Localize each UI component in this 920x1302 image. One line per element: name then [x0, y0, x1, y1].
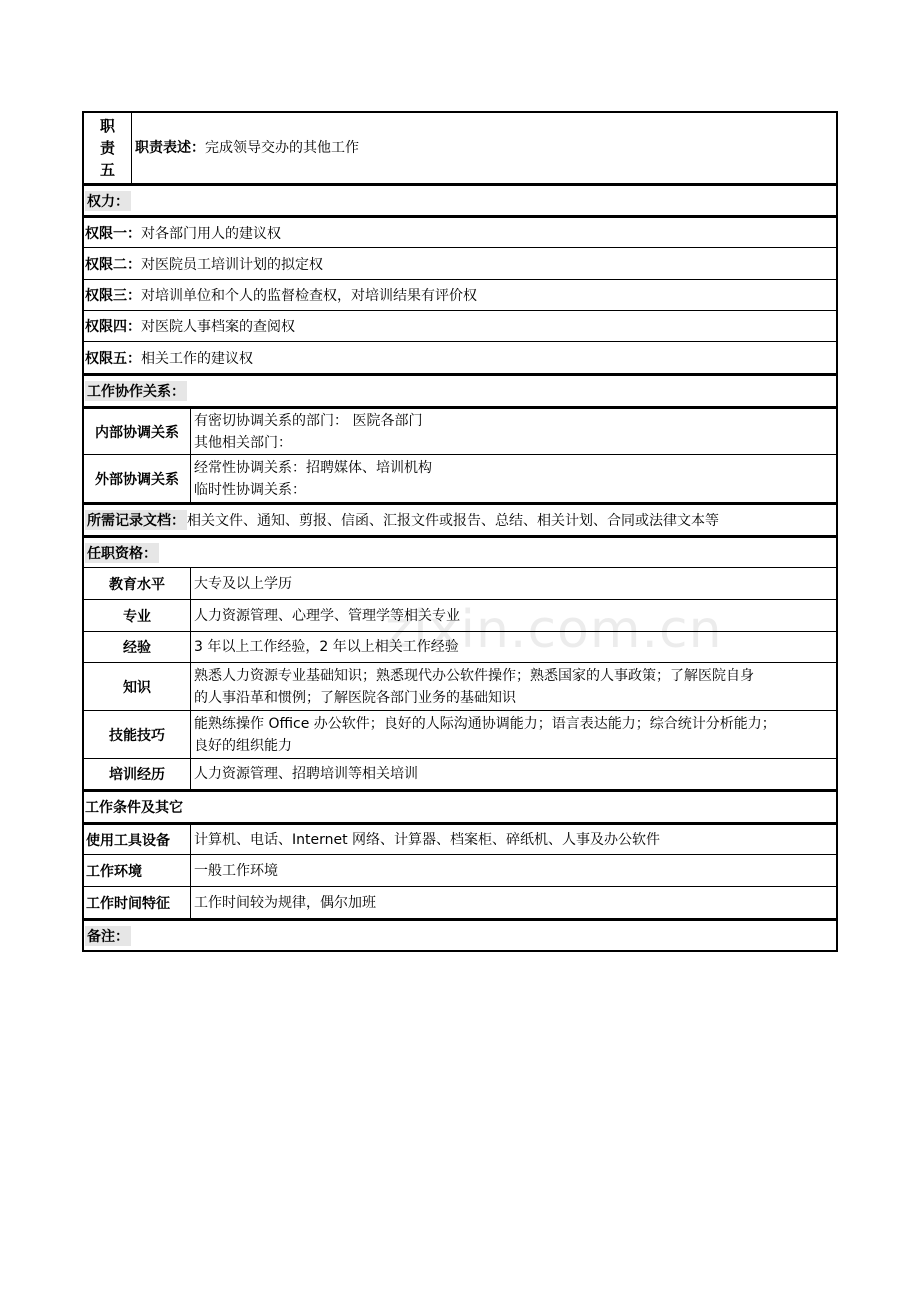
internal-coordination-row — [84, 406, 836, 454]
qualification-line: 能熟练操作 Office 办公软件；良好的人际沟通协调能力；语言表达能力；综合统计分析能力； — [194, 715, 776, 732]
condition-label: 工作环境 — [84, 855, 191, 886]
duty-desc-label: 职责表述： — [135, 140, 205, 156]
qualification-row — [84, 599, 836, 631]
qualification-label: 专业 — [84, 600, 191, 631]
coordination-line: 其他相关部门： — [194, 434, 292, 451]
condition-text: 工作时间较为规律，偶尔加班 — [194, 894, 376, 911]
internal-coordination-label: 内部协调关系 — [84, 409, 191, 454]
authority-label: 权限一： — [85, 225, 141, 242]
external-coordination-row — [84, 454, 836, 502]
authority-text: 对医院员工培训计划的拟定权 — [141, 256, 323, 273]
job-description-form — [82, 111, 838, 952]
coordination-line: 经常性协调关系：招聘媒体、培训机构 — [194, 459, 432, 476]
qualification-value — [191, 711, 836, 758]
authority-header-row — [84, 183, 836, 215]
remarks-label: 备注： — [85, 926, 131, 946]
qualification-value — [191, 759, 836, 789]
external-coordination-value — [191, 455, 836, 502]
conditions-header: 工作条件及其它 — [85, 800, 183, 816]
condition-row — [84, 854, 836, 886]
qualification-row — [84, 567, 836, 599]
qualification-value — [191, 600, 836, 631]
authority-row — [84, 341, 836, 373]
duty-side-char: 责 — [99, 139, 115, 157]
duty-description — [132, 113, 836, 183]
condition-text: 一般工作环境 — [194, 862, 278, 879]
condition-label: 工作时间特征 — [84, 887, 191, 918]
authority-label: 权限五： — [85, 350, 141, 367]
qualification-line: 大专及以上学历 — [194, 575, 292, 592]
qualification-line: 人力资源管理、心理学、管理学等相关专业 — [194, 607, 460, 624]
qualification-row — [84, 662, 836, 710]
qualification-row — [84, 631, 836, 662]
remarks-row — [84, 918, 836, 950]
qualification-value — [191, 663, 836, 710]
authority-row — [84, 279, 836, 310]
authority-text: 相关工作的建议权 — [141, 350, 253, 367]
authority-row — [84, 247, 836, 279]
qualification-line: 人力资源管理、招聘培训等相关培训 — [194, 766, 418, 782]
qualification-label: 培训经历 — [84, 759, 191, 789]
duty-side-char: 五 — [99, 161, 115, 179]
duty-side-label — [84, 113, 132, 183]
duty-row — [84, 111, 836, 183]
authority-row — [84, 310, 836, 341]
qualifications-header: 任职资格： — [85, 543, 159, 563]
qualification-label: 技能技巧 — [84, 711, 191, 758]
qualification-label: 教育水平 — [84, 568, 191, 599]
authority-text: 对各部门用人的建议权 — [141, 225, 281, 242]
watermark: zixin.com.cn — [385, 600, 723, 660]
qualifications-header-row — [84, 535, 836, 567]
duty-side-char: 职 — [99, 117, 115, 135]
qualification-line: 3 年以上工作经验，2 年以上相关工作经验 — [194, 639, 459, 655]
qualification-label: 知识 — [84, 663, 191, 710]
records-row — [84, 502, 836, 535]
duty-desc-text: 完成领导交办的其他工作 — [205, 140, 359, 156]
authority-label: 权限三： — [85, 288, 141, 304]
condition-text: 计算机、电话、Internet 网络、计算器、档案柜、碎纸机、人事及办公软件 — [194, 831, 661, 848]
authority-text: 对医院人事档案的查阅权 — [141, 319, 295, 335]
coordination-line: 有密切协调关系的部门： 医院各部门 — [194, 412, 423, 429]
authority-header: 权力： — [85, 191, 131, 211]
condition-value — [191, 825, 836, 854]
qualification-row — [84, 710, 836, 758]
authority-label: 权限二： — [85, 256, 141, 273]
qualification-line: 的人事沿革和惯例；了解医院各部门业务的基础知识 — [194, 689, 516, 706]
collaboration-header-row — [84, 373, 836, 406]
condition-value — [191, 855, 836, 886]
qualification-line: 熟悉人力资源专业基础知识；熟悉现代办公软件操作；熟悉国家的人事政策；了解医院自身 — [194, 667, 754, 684]
condition-label: 使用工具设备 — [84, 825, 191, 854]
qualification-row — [84, 758, 836, 789]
coordination-line: 临时性协调关系： — [194, 481, 306, 498]
qualification-line: 良好的组织能力 — [194, 737, 292, 754]
external-coordination-label: 外部协调关系 — [84, 455, 191, 502]
condition-value — [191, 887, 836, 918]
condition-row — [84, 886, 836, 918]
conditions-header-row — [84, 789, 836, 822]
collaboration-header: 工作协作关系： — [85, 381, 187, 401]
qualification-label: 经验 — [84, 632, 191, 662]
condition-row — [84, 822, 836, 854]
internal-coordination-value — [191, 409, 836, 454]
qualification-value — [191, 568, 836, 599]
records-label: 所需记录文档： — [85, 510, 187, 530]
authority-row — [84, 215, 836, 247]
authority-text: 对培训单位和个人的监督检查权，对培训结果有评价权 — [141, 288, 477, 304]
qualification-value — [191, 632, 836, 662]
records-text: 相关文件、通知、剪报、信函、汇报文件或报告、总结、相关计划、合同或法律文本等 — [187, 513, 719, 529]
authority-label: 权限四： — [85, 319, 141, 335]
